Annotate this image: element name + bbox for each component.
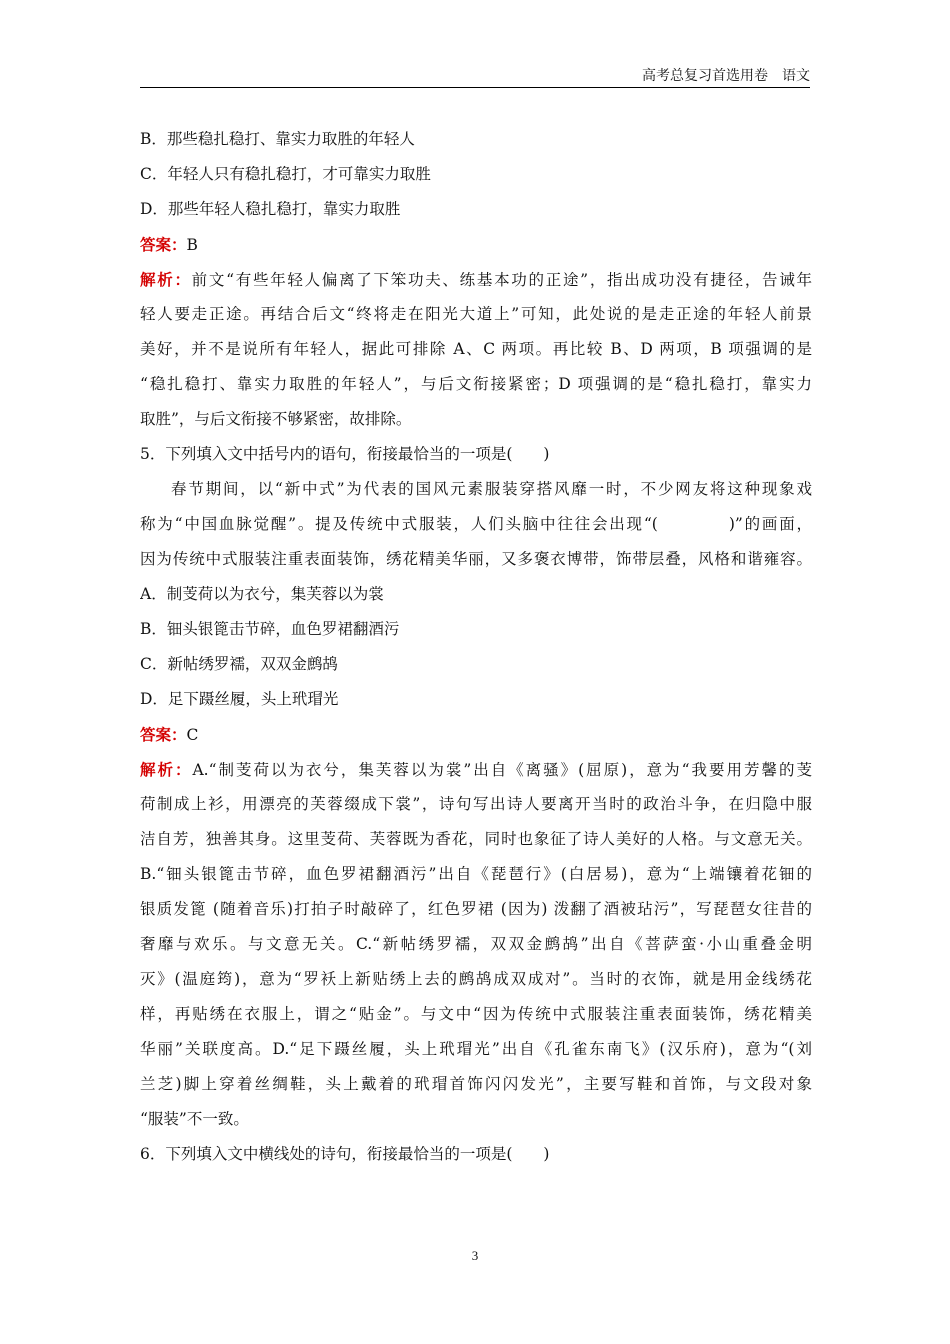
- q6-question: 6．下列填入文中横线处的诗句，衔接最恰当的一项是( ): [140, 1145, 550, 1163]
- q5-answer-label: 答案：: [140, 725, 187, 744]
- q5-option-d: D．足下蹑丝履，头上玳瑁光: [140, 690, 339, 708]
- q5-analysis-line: 洁自芳，独善其身。这里芰荷、芙蓉既为香花，同时也象征了诗人美好的人格。与文意无关。: [140, 830, 812, 848]
- q5-passage-line: 春节期间，以“新中式”为代表的国风元素服装穿搭风靡一时，不少网友将这种现象戏: [171, 480, 812, 498]
- q4-option-b: B．那些稳扎稳打、靠实力取胜的年轻人: [140, 130, 415, 148]
- q5-option-c: C．新帖绣罗襦，双双金鹧鸪: [140, 655, 338, 673]
- page-header: [140, 66, 810, 88]
- page-number: 3: [471, 1248, 479, 1263]
- q5-analysis-line: 奢靡与欢乐。与文意无关。C.“新帖绣罗襦，双双金鹧鸪”出自《菩萨蛮·小山重叠金明: [140, 935, 812, 953]
- q5-question: 5．下列填入文中括号内的语句，衔接最恰当的一项是( ): [140, 445, 550, 463]
- q4-analysis-label: 解析：: [140, 270, 192, 289]
- q4-option-d: D．那些年轻人稳扎稳打，靠实力取胜: [140, 200, 401, 218]
- q5-option-b: B．钿头银篦击节碎，血色罗裙翻酒污: [140, 620, 400, 638]
- q4-analysis-line: 取胜”，与后文衔接不够紧密，故排除。: [140, 410, 412, 428]
- q5-analysis-line: 银质发篦 (随着音乐)打拍子时敲碎了，红色罗裙 (因为) 泼翻了酒被玷污”，写琵琶女往昔的: [140, 900, 812, 918]
- q5-analysis-line: B.“钿头银篦击节碎，血色罗裙翻酒污”出自《琵琶行》(白居易)，意为“上端镶着花钿的: [140, 865, 812, 883]
- header-title: 高考总复习首选用卷 语文: [642, 68, 810, 84]
- q5-passage-line: 称为“中国血脉觉醒”。提及传统中式服装，人们头脑中往往会出现“( )”的画面，: [140, 515, 812, 533]
- q4-answer-label: 答案：: [140, 235, 187, 254]
- q4-option-c: C．年轻人只有稳扎稳打，才可靠实力取胜: [140, 165, 431, 183]
- q4-analysis-line: 解析：前文“有些年轻人偏离了下笨功夫、练基本功的正途”，指出成功没有捷径，告诫年: [140, 270, 812, 289]
- q5-analysis-line: 解析：A.“制芰荷以为衣兮，集芙蓉以为裳”出自《离骚》(屈原)，意为“我要用芳馨的芰: [140, 760, 812, 779]
- q5-answer-value: C: [186, 726, 199, 744]
- q5-analysis-line: 灭》(温庭筠)，意为“罗袄上新贴绣上去的鹧鸪成双成对”。当时的衣饰，就是用金线绣花: [140, 970, 812, 988]
- q4-analysis-line: 美好，并不是说所有年轻人，据此可排除 A、C 两项。再比较 B、D 两项，B 项强调的是: [140, 340, 812, 358]
- q4-analysis-line: “稳扎稳打、靠实力取胜的年轻人”，与后文衔接紧密；D 项强调的是“稳扎稳打，靠实力: [140, 375, 812, 393]
- q5-answer: [140, 717, 812, 752]
- q5-analysis-line: 荷制成上衫，用漂亮的芙蓉缀成下裳”，诗句写出诗人要离开当时的政治斗争，在归隐中服: [140, 795, 812, 813]
- q5-analysis-line: 华丽”关联度高。D.“足下蹑丝履，头上玳瑁光”出自《孔雀东南飞》(汉乐府)，意为“(刘: [140, 1040, 812, 1058]
- document-body: [140, 122, 812, 1172]
- q5-passage-line: 因为传统中式服装注重表面装饰，绣花精美华丽，又多褒衣博带，饰带层叠，风格和谐雍容。: [140, 550, 812, 568]
- q4-analysis-line: 轻人要走正途。再结合后文“终将走在阳光大道上”可知，此处说的是走正途的年轻人前景: [140, 305, 812, 323]
- q5-analysis-line: “服装”不一致。: [140, 1110, 249, 1128]
- q5-option-a: A．制芰荷以为衣兮，集芙蓉以为裳: [140, 585, 384, 603]
- q5-analysis-line: 样，再贴绣在衣服上，谓之“贴金”。与文中“因为传统中式服装注重表面装饰，绣花精美: [140, 1005, 812, 1023]
- q5-analysis-line: 兰芝)脚上穿着丝绸鞋，头上戴着的玳瑁首饰闪闪发光”，主要写鞋和首饰，与文段对象: [140, 1075, 812, 1093]
- q4-answer-value: B: [186, 236, 198, 254]
- q5-analysis-label: 解析：: [140, 760, 193, 779]
- q4-answer: [140, 227, 812, 262]
